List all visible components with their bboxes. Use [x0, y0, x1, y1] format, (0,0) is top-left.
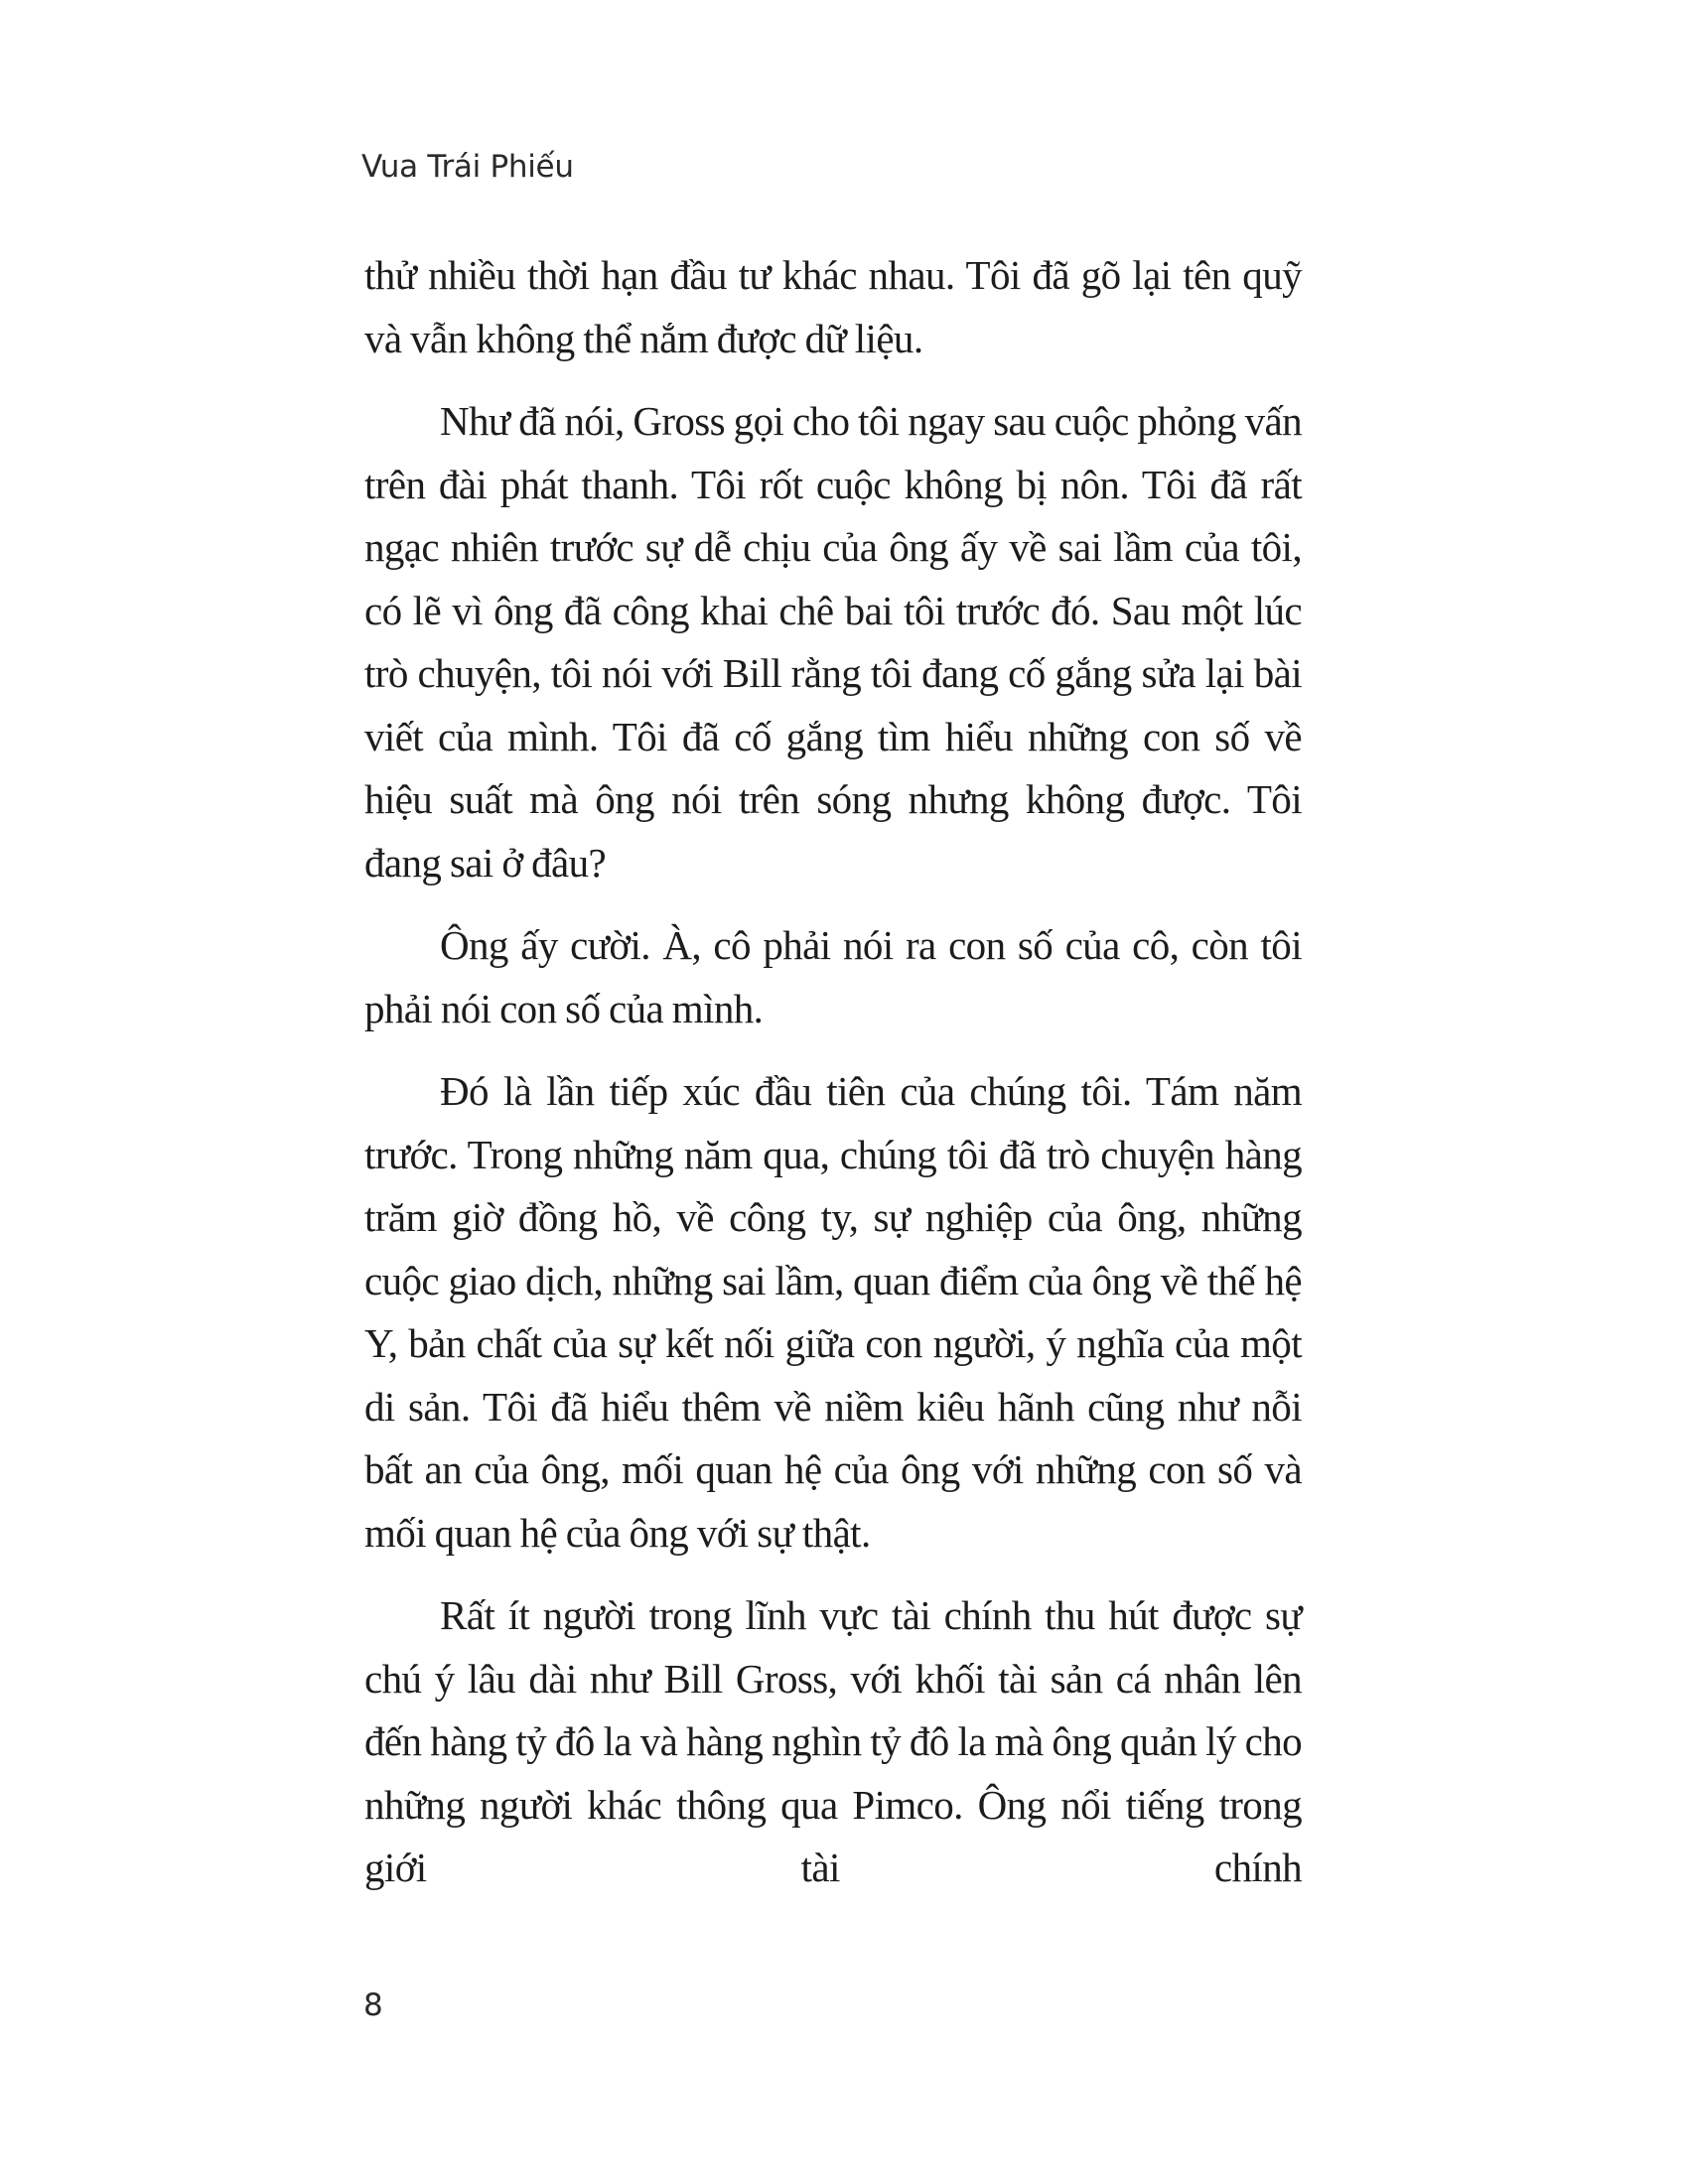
running-header-book-title: Vua Trái Phiếu — [361, 149, 574, 185]
paragraph: Như đã nói, Gross gọi cho tôi ngay sau cuộc phỏng vấn trên đài phát thanh. Tôi rốt cuộc không bị nôn. Tôi đã rất ngạc nhiên trước sự dễ chịu của ông ấy về sai lầm của tôi, có lẽ vì ông đã công khai chê bai tôi trước đó. Sau một lúc trò chuyện, tôi nói với Bill rằng tôi đang cố gắng sửa lại bài viết của mình. Tôi đã cố gắng tìm hiểu những con số về hiệu suất mà ông nói trên sóng nhưng không được. Tôi đang sai ở đâu? — [364, 398, 1302, 886]
body-text — [364, 244, 1302, 1900]
paragraph-continues-next-page: Rất ít người trong lĩnh vực tài chính thu hút được sự chú ý lâu dài như Bill Gross, với khối tài sản cá nhân lên đến hàng tỷ đô la và hàng nghìn tỷ đô la mà ông quản lý cho những người khác thông qua Pimco. Ông nổi tiếng trong giới tài chính — [364, 1592, 1302, 1890]
paragraph-continued: thử nhiều thời hạn đầu tư khác nhau. Tôi đã gõ lại tên quỹ và vẫn không thể nắm được dữ liệu. — [364, 252, 1302, 361]
page-number: 8 — [363, 1987, 383, 2023]
paragraph: Ông ấy cười. À, cô phải nói ra con số của cô, còn tôi phải nói con số của mình. — [364, 922, 1302, 1031]
paragraph: Đó là lần tiếp xúc đầu tiên của chúng tôi. Tám năm trước. Trong những năm qua, chúng tôi đã trò chuyện hàng trăm giờ đồng hồ, về công ty, sự nghiệp của ông, những cuộc giao dịch, những sai lầm, quan điểm của ông về thế hệ Y, bản chất của sự kết nối giữa con người, ý nghĩa của một di sản. Tôi đã hiểu thêm về niềm kiêu hãnh cũng như nỗi bất an của ông, mối quan hệ của ông với những con số và mối quan hệ của ông với sự thật. — [364, 1068, 1302, 1556]
